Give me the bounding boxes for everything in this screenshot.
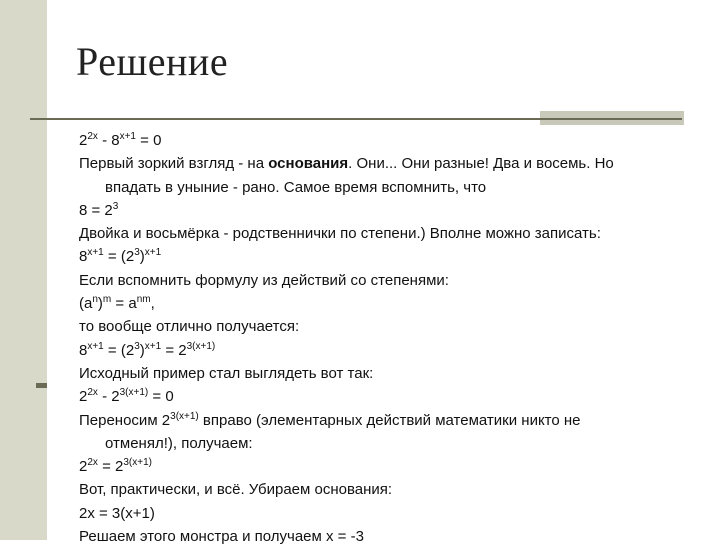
text-line-5: Двойка и восьмёрка - родственнички по степени.) Вполне можно записать:	[79, 225, 601, 243]
equation-eight-power: $8 = 2^3$	[79, 200, 119, 219]
text-line-answer: Решаем этого монстра и получаем x = -3	[79, 528, 364, 546]
equation-original: $2^{2x} - 8^{x+1} = 0$	[79, 131, 162, 149]
text-line-7: Если вспомнить формулу из действий со степенями:	[79, 271, 449, 289]
text-line-2: Первый зоркий взгляд - на основания. Они... Они разные! Два и восемь. Но	[79, 155, 614, 173]
equation-equal-powers: $2^{2x} = 2^{3(x+1)}$	[79, 457, 152, 476]
solution-text	[79, 129, 699, 548]
equation-new-form: $2^{2x} - 2^{3(x+1)} = 0$	[79, 387, 174, 406]
text-line-11: Исходный пример стал выглядеть вот так:	[79, 364, 374, 382]
power-formula: $(a^n)^m = a^{nm}$,	[79, 294, 155, 313]
text-line-16: Вот, практически, и всё. Убираем основания:	[79, 481, 393, 499]
equation-linear: 2x = 3(x+1)	[79, 504, 155, 522]
text-line-3: впадать в уныние - рано. Самое время вспомнить, что	[105, 178, 487, 196]
text-line-13: Переносим $2^{3(x+1)}$ вправо (элементарных действий математики никто не	[79, 410, 581, 429]
slide-title: Решение	[76, 39, 229, 84]
title-divider	[30, 118, 682, 120]
text-line-14: отменял!), получаем:	[105, 434, 253, 452]
equation-simplified: $8^{x+1} = (2^3)^{x+1} = 2^{3(x+1)}$	[79, 340, 216, 359]
text-line-9: то вообще отлично получается:	[79, 318, 300, 336]
left-decorative-band	[0, 0, 47, 540]
equation-rewrite: $8^{x+1} = (2^3)^{x+1}$	[79, 247, 162, 266]
band-notch	[36, 383, 47, 388]
